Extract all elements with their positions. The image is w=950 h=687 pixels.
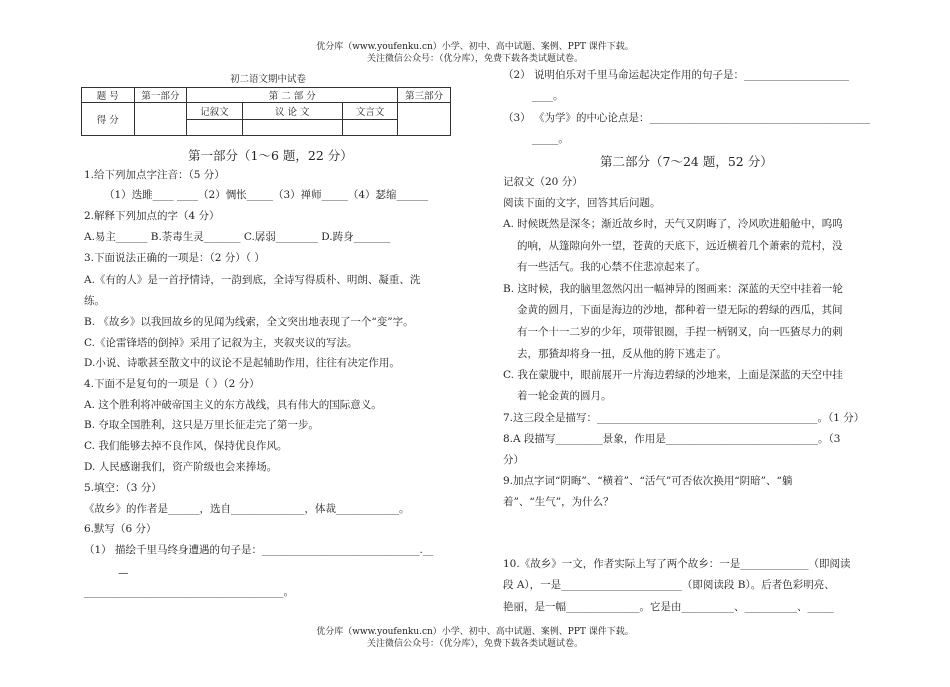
footer-line-2: 关注微信公众号：（优分库），免费下载各类试题试卷。 <box>366 639 583 649</box>
passage-b-line2: 金黄的圆月，下面是海边的沙地，都种着一望无际的碧绿的西瓜，其间 <box>517 304 843 316</box>
score-table-part1: 第一部分 <box>134 88 187 103</box>
q4-a: A. 这个胜利将冲破帝国主义的东方战线，具有伟大的国际意义。 <box>84 399 382 411</box>
passage-c-line2: 着一轮金黄的圆月。 <box>517 390 612 402</box>
passage-a-line1: A. 时候既然是深冬；渐近故乡时，天气又阴晦了，冷风吹进船舱中，呜呜 <box>503 218 843 230</box>
passage-b-line1: B. 这时候，我的脑里忽然闪出一幅神异的图画来：深蓝的天空中挂着一轮 <box>503 283 843 295</box>
q6-1: （1） 描绘千里马终身遭遇的句子是：______________________________.__ <box>84 544 434 556</box>
score-table-jixuwen: 记叙文 <box>187 103 243 120</box>
q3-d: D.小说、诗歌甚至散文中的议论不是起辅助作用，往往有决定作用。 <box>84 357 400 369</box>
q4-b: B. 夺取全国胜利，这只是万里长征走完了第一步。 <box>84 419 319 431</box>
score-cell-yilunwen <box>242 120 342 136</box>
passage-b-line3: 有一个十一二岁的少年，项带银圈，手捏一柄钢叉，向一匹猹尽力的刺 <box>517 326 843 338</box>
score-table-wenyanwen: 文言文 <box>342 103 398 120</box>
q7: 7.这三段全是描写：__________________________________________。（1 分） <box>503 412 865 424</box>
score-table <box>81 87 451 136</box>
passage-a-line2: 的响，从篷隙向外一望，苍黄的天底下，远近横着几个萧索的荒村，没 <box>517 240 843 252</box>
reading-instruction: 阅读下面的文字，回答其后问题。 <box>503 197 661 209</box>
part2-title: 第二部分（7～24 题，52 分） <box>600 154 773 169</box>
q10-line3: 艳丽，是一幅______________。它是由__________、__________、_____ <box>503 601 834 613</box>
score-cell-part3 <box>398 103 451 136</box>
score-table-defen: 得 分 <box>82 103 135 136</box>
passage-b-line4: 去，那猹却将身一扭，反从他的胯下逃走了。 <box>517 348 727 360</box>
q10-line2: 段 A），一是_______________________（即阅读段 B）。后者色彩明亮、 <box>503 579 835 591</box>
q8-line2: 分） <box>503 454 524 466</box>
q4-c: C. 我们能够去掉不良作风，保持优良作风。 <box>84 440 288 452</box>
q4-d: D. 人民感谢我们，资产阶级也会来捧场。 <box>84 461 278 473</box>
q6-1-dash: — <box>118 567 129 579</box>
q2: 2.解释下列加点的字（4 分） <box>84 210 220 222</box>
footer-line-1: 优分库（www.youfenku.cn）小学、初中、高中试题、案例、PPT 课件下载。 <box>316 627 634 637</box>
score-table-yilunwen: 议 论 文 <box>242 103 342 120</box>
q9-line2: 着”、“生气”，为什么？ <box>503 496 614 508</box>
q1: 1.给下列加点字注音：（5 分） <box>84 169 225 181</box>
passage-a-line3: 有一些活气。我的心禁不住悲凉起来了。 <box>517 261 706 273</box>
r-q2-line2: ____。 <box>532 90 564 102</box>
q3: 3.下面说法正确的一项是：（2 分）（ ） <box>84 252 265 264</box>
q5-body: 《故乡》的作者是______，选自______________，体裁____________。 <box>84 503 410 515</box>
q2-items: A.易主______ B.荼毒生灵_______ C.孱弱________ D.踌身_______ <box>84 231 391 243</box>
r-q3-line2: _____。 <box>532 133 569 145</box>
q3-c: C.《论雷锋塔的倒掉》采用了记叙为主，夹叙夹议的写法。 <box>84 337 358 349</box>
score-cell-wenyanwen <box>342 120 398 136</box>
q10-line1: 10.《故乡》一文，作者实际上写了两个故乡：一是_____________（即阅读 <box>503 558 851 570</box>
q5: 5.填空：（3 分） <box>84 482 162 494</box>
r-q3-line1: （3） 《为学》的中心论点是：__________________________________________ <box>503 112 871 124</box>
r-q2-line1: （2） 说明伯乐对千里马命运起决定作用的句子是：____________________ <box>503 69 850 81</box>
q3-a-line1: A.《有的人》是一首抒情诗，一韵到底，全诗写得质朴、明朗、凝重、洗 <box>84 274 421 286</box>
q9-line1: 9.加点字词“阴晦”、“横着”、“活气”可否依次换用“阴暗”、“躺 <box>503 475 793 487</box>
score-cell-jixuwen <box>187 120 243 136</box>
jixuwen-heading: 记叙文（20 分） <box>503 176 583 188</box>
q3-a-line2: 练。 <box>84 295 105 307</box>
q8-line1: 8.A 段描写_________景象，作用是_____________________________。（3 <box>503 433 841 445</box>
q6-1-blank: ______________________________________。 <box>84 586 294 598</box>
q6: 6.默写（6 分） <box>84 523 157 535</box>
score-table-part2: 第 二 部 分 <box>187 88 398 103</box>
header-line-2: 关注微信公众号：（优分库），免费下载各类试题试卷。 <box>366 54 583 64</box>
q1-items: （1）迭雎____ ____（2）惆怅_____（3）禅师_____（4）瑟缩______ <box>104 189 429 201</box>
score-cell-part1 <box>134 103 187 136</box>
q4: 4.下面不是复句的一项是（ ）（2 分） <box>84 378 260 390</box>
exam-title: 初二语文期中试卷 <box>230 74 307 85</box>
score-table-tihao: 题 号 <box>82 88 135 103</box>
score-table-part3: 第三部分 <box>398 88 451 103</box>
passage-c-line1: C. 我在蒙胧中，眼前展开一片海边碧绿的沙地来，上面是深蓝的天空中挂 <box>503 369 843 381</box>
header-line-1: 优分库（www.youfenku.cn）小学、初中、高中试题、案例、PPT 课件下载。 <box>316 42 634 52</box>
part1-title: 第一部分（1～6 题，22 分） <box>188 148 353 163</box>
q3-b: B. 《故乡》以我回故乡的见闻为线索，全文突出地表现了一个“变”字。 <box>84 316 414 328</box>
